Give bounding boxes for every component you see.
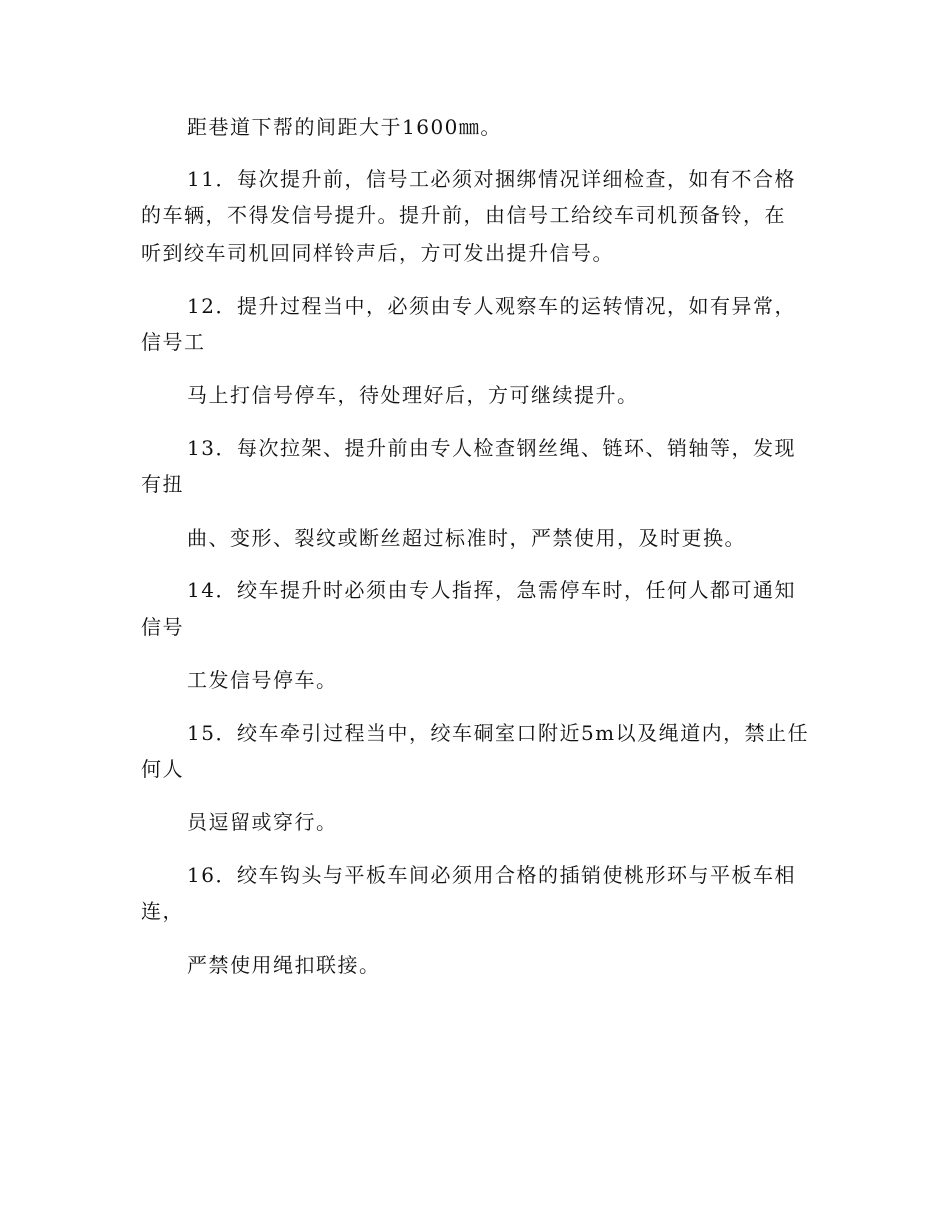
text-line: 有扭 (141, 472, 184, 496)
text-line: 15．绞车牵引过程当中，绞车硐室口附近5m以及绳道内，禁止任 (187, 721, 810, 745)
text-line: 12．提升过程当中，必须由专人观察车的运转情况，如有异常， (187, 294, 796, 318)
text-line: 16．绞车钩头与平板车间必须用合格的插销使桃形环与平板车相 (187, 863, 796, 887)
text-line: 14．绞车提升时必须由专人指挥，急需停车时，任何人都可通知 (187, 578, 796, 602)
text-line: 员逗留或穿行。 (187, 810, 338, 834)
text-line: 11．每次提升前，信号工必须对捆绑情况详细检查，如有不合格 (187, 167, 796, 191)
text-line: 距巷道下帮的间距大于1600㎜。 (187, 115, 502, 139)
text-line: 的车辆，不得发信号提升。提升前，由信号工给绞车司机预备铃，在 (141, 203, 786, 227)
text-line: 马上打信号停车，待处理好后，方可继续提升。 (187, 383, 639, 407)
text-line: 工发信号停车。 (187, 668, 338, 692)
text-line: 听到绞车司机回同样铃声后，方可发出提升信号。 (141, 241, 614, 265)
text-line: 严禁使用绳扣联接。 (187, 953, 381, 977)
text-line: 13．每次拉架、提升前由专人检查钢丝绳、链环、销轴等，发现 (187, 436, 796, 460)
text-line: 信号工 (141, 330, 206, 354)
text-line: 曲、变形、裂纹或断丝超过标准时，严禁使用，及时更换。 (187, 526, 746, 550)
text-line: 信号 (141, 615, 184, 639)
text-line: 何人 (141, 757, 184, 781)
text-line: 连， (141, 899, 184, 923)
